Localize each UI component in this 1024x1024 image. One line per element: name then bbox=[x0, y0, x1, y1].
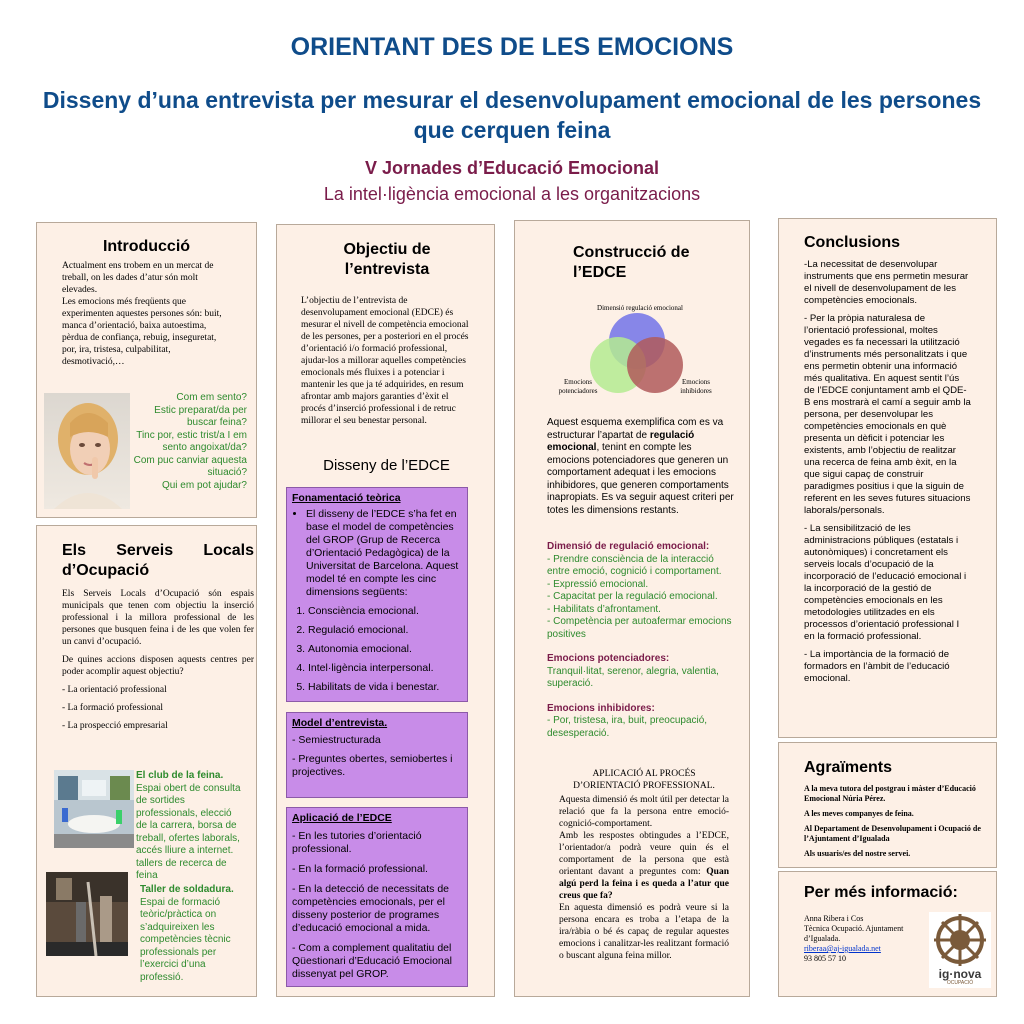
poster-title: ORIENTANT DES DE LES EMOCIONS bbox=[290, 33, 734, 61]
aplicacio-line-4: - Com a complement qualitatiu del Qüestionari d’Educació Emocional dissenyat pel GROP. bbox=[292, 942, 452, 980]
model-title: Model d’entrevista. bbox=[292, 717, 388, 729]
model-line-2: - Preguntes obertes, semiobertes i projectives. bbox=[292, 753, 453, 778]
model-box bbox=[286, 712, 468, 798]
info-title: Per més informació: bbox=[804, 884, 958, 901]
conclusion-item: - La importància de la formació de formadors en l’àmbit de l’educació emocional. bbox=[804, 649, 950, 684]
aplicacio-box bbox=[286, 807, 468, 987]
club-feina-photo bbox=[54, 770, 134, 848]
serveis-title: Els Serveis Locals d’Ocupació bbox=[62, 542, 254, 579]
serveis-item-1: - La orientació professional bbox=[62, 685, 167, 695]
disseny-edce-title: Disseny de l’EDCE bbox=[323, 457, 450, 474]
taller-title: Taller de soldadura. bbox=[140, 884, 234, 895]
event-subtitle: La intel·ligència emocional a les organitzacions bbox=[323, 184, 701, 204]
dimension-item: 1. Consciència emocional. bbox=[308, 605, 462, 618]
contact-email[interactable]: riberaa@aj-igualada.net bbox=[804, 944, 881, 953]
intro-text-1: Actualment ens trobem en un mercat de treball, on les dades d’atur són molt elevades. bbox=[62, 261, 214, 295]
intro-question-3: Tinc por, estic trist/a I em sento angoixat/da? bbox=[136, 429, 247, 453]
conclusions-title: Conclusions bbox=[804, 234, 901, 251]
serveis-panel bbox=[36, 525, 257, 997]
dimension-item: 3. Autonomia emocional. bbox=[308, 643, 462, 656]
ig-nova-logo-sub: OCUPACIÓ bbox=[946, 980, 974, 986]
agraiment-item: Al Departament de Desenvolupament i Ocupació de l’Ajuntament d’Igualada bbox=[804, 824, 981, 843]
aplicacio-line-3: - En la detecció de necessitats de competències emocionals, per el disseny posterior de programes d’educació emocional a mida. bbox=[292, 883, 450, 934]
taller-text: Espai de formació teòric/pràctica on s’adquireixen les competències tècnic professionals per l’exercici d’una professió. bbox=[140, 896, 231, 983]
aplicacio-line-2: - En la formació professional. bbox=[292, 863, 428, 875]
objectiu-text: L’objectiu de l’entrevista de desenvolupament emocional (EDCE) és mesurar el nivell de competència emocional de les persones, per a posteriori en el procés d’orientació i/o formació professional, ajudar-los a millorar aquelles competències emocionals més fluixes i a potenciar i mantenir les que ja té adquirides, en resum afrontar amb majors garanties d’èxit el procés d’inserció professional i de retruc millorar el seu benestar personal. bbox=[301, 296, 469, 426]
construccio-panel bbox=[514, 220, 750, 997]
conclusion-item: - La sensibilització de les administracions públiques (estatals i autonòmiques) i concretament els serveis locals d’ocupació de la incorporació de l’educació emocional i la incorporació de la gestió de competències emocionals en les metodologies utilitzades en els processos d’orientació professional I en la formació professional. bbox=[804, 523, 967, 642]
venn-label-right: Emocions inhibidores bbox=[680, 378, 712, 395]
agraiment-item: A les meves companyes de feina. bbox=[804, 809, 914, 818]
dimensio-item: - Expressió emocional. bbox=[547, 578, 649, 590]
intro-title: Introducció bbox=[102, 238, 191, 255]
construccio-text: Aquest esquema exemplifica com es va estructurar l’apartat de regulació emocional, tenint en compte les emocions potenciadores que generen un comportament adequat i les emocions inhibidores, que generen comportaments inapropiats. Es va seguir aquest criteri per totes les dimensions restants. bbox=[547, 417, 734, 516]
club-text: Espai obert de consulta de sortides professionals, elecció de la carrera, borsa de treball, ofertes laborals, accés lliure a internet. tallers de recerca de feina bbox=[136, 782, 241, 881]
dimension-item: 5. Habilitats de vida i benestar. bbox=[308, 681, 462, 694]
intro-text-2: Les emocions més freqüents que experimenten aquestes persones són: buit, manca d’orientació, baixa autoestima, pèrdua de confiança, rebuig, inseguretat, por, ira, tristesa, culpabilitat, desmotivació,… bbox=[62, 297, 222, 367]
serveis-text-1: Els Serveis Locals d’Ocupació són espais municipals que tenen com objectiu la inserció professional i la millora professional de les persones que busquen feina i de les que volen fer un canvi d’ocupació. bbox=[62, 589, 254, 647]
serveis-item-2: - La formació professional bbox=[62, 703, 164, 713]
agraiment-item: Als usuaris/es del nostre servei. bbox=[804, 849, 911, 858]
aplicacio-proces-text-3: En aquesta dimensió es podrà veure si la persona encara es troba a l’etapa de la ira/ràbia o bé és capaç de regular aquestes emocions i canalitzar-les realitzant formació o buscant alguna feina millor. bbox=[559, 903, 729, 961]
club-title: El club de la feina. bbox=[136, 770, 224, 781]
serveis-text-2: De quines accions disposen aquests centres per poder acomplir aquest objectiu? bbox=[62, 655, 254, 677]
dimension-item: 4. Intel·ligència interpersonal. bbox=[308, 662, 462, 675]
dimensio-item: - Prendre consciència de la interacció entre emoció, cognició i comportament. bbox=[547, 553, 722, 577]
info-panel bbox=[778, 871, 997, 997]
event-title: V Jornades d’Educació Emocional bbox=[364, 158, 660, 178]
construccio-title: Construcció de l’EDCE bbox=[573, 244, 690, 281]
agraiments-title: Agraïments bbox=[804, 759, 893, 776]
conclusions-panel bbox=[778, 218, 997, 738]
model-line-1: - Semiestructurada bbox=[292, 734, 381, 746]
fonamentacio-title: Fonamentació teòrica bbox=[292, 492, 401, 504]
objectiu-title: Objectiu de l’entrevista bbox=[343, 241, 431, 278]
intro-question-1: Com em sento? bbox=[176, 392, 247, 403]
venn-label-left: Emocions potenciadores bbox=[558, 378, 598, 395]
conclusion-item: -La necessitat de desenvolupar instruments que ens permetin mesurar el nivell de desenvolupament de les competències emocionals. bbox=[804, 259, 969, 306]
potenciadores-title: Emocions potenciadores: bbox=[547, 653, 670, 664]
intro-question-5: Qui em pot ajudar? bbox=[161, 479, 247, 491]
inhibidores-text: - Por, tristesa, ira, buit, preocupació, desesperació. bbox=[547, 715, 708, 739]
venn-label-top: Dimensió regulació emocional bbox=[597, 304, 683, 312]
fonamentacio-box bbox=[286, 487, 468, 702]
ig-nova-logo-text: ig·nova bbox=[938, 967, 982, 981]
aplicacio-proces-text-1: Aquesta dimensió és molt útil per detectar la relació que fa la persona entre emoció-cognició-comportament. bbox=[559, 795, 729, 829]
fonamentacio-bullet: • El disseny de l’EDCE s’ha fet en base el model de competències del GROP (Grup de Recerca d’Orientació Pedagògica) de la Universitat de Barcelona. Aquest model té en compte les cinc dimensions següents: bbox=[306, 508, 462, 599]
contact-role: Tècnica Ocupació. Ajuntament d’Igualada. bbox=[804, 924, 904, 943]
dimensio-item: - Habilitats d’afrontament. bbox=[547, 603, 661, 615]
serveis-item-3: - La prospecció empresarial bbox=[62, 721, 168, 731]
taller-soldadura-photo bbox=[46, 872, 128, 956]
ig-nova-logo bbox=[929, 912, 991, 988]
inhibidores-title: Emocions inhibidores: bbox=[547, 702, 655, 714]
worried-woman-photo bbox=[44, 393, 130, 509]
aplicacio-title: Aplicació de l’EDCE bbox=[292, 812, 392, 824]
intro-question-4: Com puc canviar aquesta situació? bbox=[133, 454, 247, 478]
aplicacio-line-1: - En les tutories d’orientació professional. bbox=[292, 830, 422, 855]
intro-question-2: Estic preparat/da per buscar feina? bbox=[154, 404, 247, 428]
dimension-item: 2. Regulació emocional. bbox=[308, 624, 462, 637]
objectiu-panel bbox=[276, 224, 495, 997]
dimensio-title: Dimensió de regulació emocional: bbox=[547, 541, 710, 552]
dimensio-item: - Capacitat per la regulació emocional. bbox=[547, 591, 718, 602]
aplicacio-proces-title: APLICACIÓ AL PROCÉS D’ORIENTACIÓ PROFESSIONAL. bbox=[573, 769, 715, 791]
intro-panel bbox=[36, 222, 257, 518]
contact-phone: 93 805 57 10 bbox=[804, 954, 846, 963]
agraiment-item: A la meva tutora del postgrau i màster d’Educació Emocional Núria Pérez. bbox=[804, 784, 976, 803]
potenciadores-text: Tranquil·litat, serenor, alegria, valentia, superació. bbox=[547, 665, 719, 689]
dimensio-item: - Competència per autoafermar emocions positives bbox=[547, 616, 732, 640]
poster-subtitle: Disseny d’una entrevista per mesurar el desenvolupament emocional de les persones que cerquen feina bbox=[42, 87, 982, 143]
contact-name: Anna Ribera i Cos bbox=[804, 914, 864, 923]
agraiments-panel bbox=[778, 742, 997, 868]
conclusion-item: - Per la pròpia naturalesa de l’orientació professional, moltes vegades es fa necessari la utilització d’instruments més personalitzats i que ens permetin obtenir una informació més qualitativa. En aquest sentit l’ús de l’EDCE conjuntament amb el QDE-B ens mostrarà el camí a seguir amb la persona, per desenvolupar les competències emocionals en què presenta un dèficit i potenciar les existents, amb l’objectiu de realitzar una recerca de feina amb èxit, en la que sigui capaç de construir paradigmes positius i que la siguin de referent en les seves futures situacions laborals/personals. bbox=[804, 313, 971, 516]
aplicacio-proces-text-2: Amb les respostes obtingudes a l’EDCE, l’orientador/a podrà veure quin és el comportament de la persona que està orientant davant a preguntes com: Quan algú perd la feina i es queda a l’atur que creus que fa? bbox=[559, 831, 729, 901]
